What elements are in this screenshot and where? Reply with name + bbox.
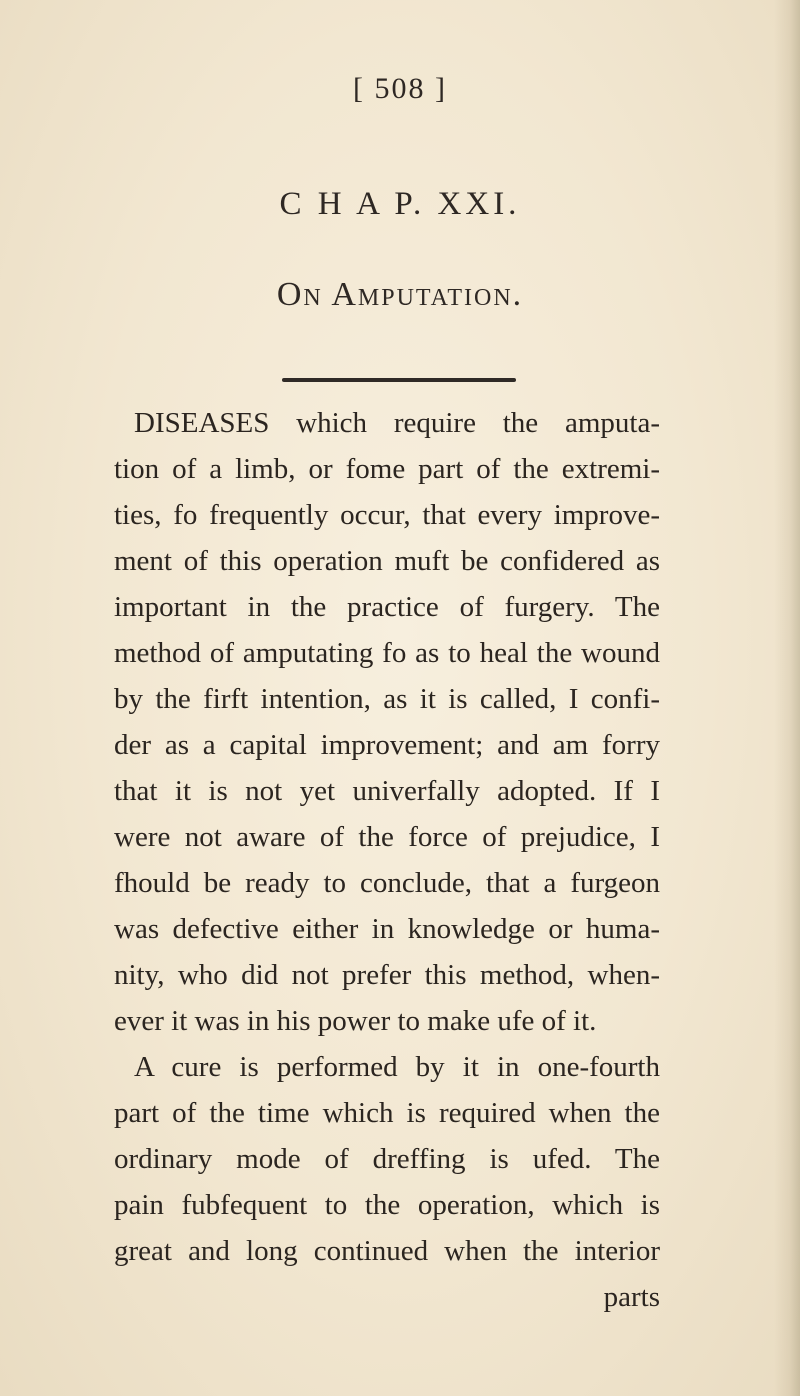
chapter-heading: C H A P. XXI.	[279, 186, 521, 222]
text-line: important in the practice of furgery. The	[114, 591, 660, 623]
body-text	[114, 400, 660, 1320]
section-divider	[282, 378, 516, 382]
text-line: ever it was in his power to make ufe of it.	[114, 1005, 597, 1037]
text-line: pain fubfequent to the operation, which is	[114, 1189, 660, 1221]
text-line: DISEASES which require the amputa-	[134, 407, 660, 439]
text-line: that it is not yet univerfally adopted. If I	[114, 775, 660, 807]
text-line: was defective either in knowledge or huma-	[114, 913, 660, 945]
catchword: parts	[603, 1281, 660, 1313]
text-line: part of the time which is required when the	[114, 1097, 660, 1129]
text-line: ties, fo frequently occur, that every improve-	[114, 499, 660, 531]
text-line: fhould be ready to conclude, that a furgeon	[114, 867, 660, 899]
text-line: great and long continued when the interior	[114, 1235, 660, 1267]
text-line: tion of a limb, or fome part of the extremi-	[114, 453, 660, 485]
text-line: method of amputating fo as to heal the wound	[114, 637, 660, 669]
text-line: were not aware of the force of prejudice, I	[114, 821, 660, 853]
text-line: A cure is performed by it in one-fourth	[134, 1051, 660, 1083]
text-line: ordinary mode of dreffing is ufed. The	[114, 1143, 660, 1175]
text-line: ment of this operation muft be confidered as	[114, 545, 660, 577]
text-line: der as a capital improvement; and am forry	[114, 729, 660, 761]
page-number: [ 508 ]	[353, 72, 447, 105]
text-line: nity, who did not prefer this method, when-	[114, 959, 660, 991]
text-line: by the firft intention, as it is called, I confi-	[114, 683, 660, 715]
chapter-title: On Amputation.	[276, 276, 524, 313]
